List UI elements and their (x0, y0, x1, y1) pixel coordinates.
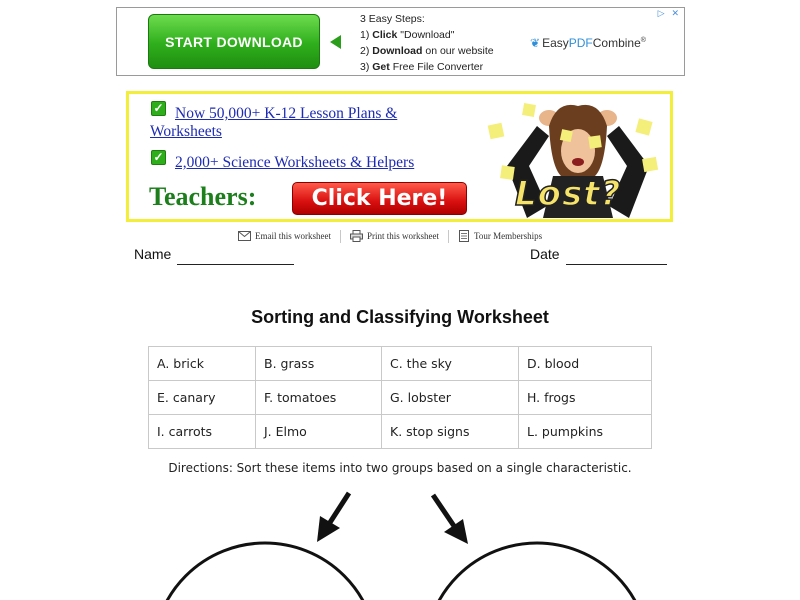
date-label: Date (530, 246, 560, 262)
checkmark-icon: ✓ (151, 101, 166, 116)
download-ad-banner[interactable] (116, 7, 685, 76)
date-blank-line[interactable] (566, 248, 667, 265)
table-cell: F. tomatoes (256, 381, 382, 415)
table-cell: L. pumpkins (519, 415, 652, 449)
click-here-button[interactable]: Click Here! (292, 182, 467, 215)
table-cell: A. brick (149, 347, 256, 381)
ad-choices-close-icon[interactable]: ▷ ✕ (657, 9, 681, 19)
step-3: 3) Get Free File Converter (360, 61, 484, 73)
name-blank-line[interactable] (177, 248, 294, 265)
right-sorting-circle[interactable] (425, 543, 649, 600)
table-row (149, 347, 652, 381)
date-field-row (530, 246, 667, 265)
leaf-icon: ❦ (530, 36, 541, 50)
teachers-label: Teachers: (149, 182, 257, 211)
table-cell: E. canary (149, 381, 256, 415)
table-cell: G. lobster (382, 381, 519, 415)
table-cell: I. carrots (149, 415, 256, 449)
sorting-diagram (0, 480, 800, 600)
table-cell: J. Elmo (256, 415, 382, 449)
items-table (148, 346, 652, 449)
document-icon (458, 230, 470, 242)
table-row (149, 381, 652, 415)
directions-text: Directions: Sort these items into two groups based on a single characteristic. (168, 461, 632, 475)
table-cell: B. grass (256, 347, 382, 381)
print-worksheet-link[interactable]: Print this worksheet (341, 230, 448, 242)
lesson-plans-link[interactable]: Now 50,000+ K-12 Lesson Plans & (175, 105, 398, 122)
worksheets-link[interactable]: Worksheets (150, 123, 222, 140)
start-download-button[interactable]: START DOWNLOAD (148, 14, 320, 69)
left-sorting-circle[interactable] (153, 543, 377, 600)
name-label: Name (134, 246, 172, 262)
logo-text: EasyPDFCombine® (542, 36, 646, 50)
tour-memberships-link[interactable]: Tour Memberships (449, 230, 551, 242)
table-cell: K. stop signs (382, 415, 519, 449)
table-cell: H. frogs (519, 381, 652, 415)
printer-icon (350, 230, 363, 242)
science-worksheets-link[interactable]: 2,000+ Science Worksheets & Helpers (175, 154, 415, 171)
worksheet-toolbar (229, 229, 551, 243)
left-arrow-icon (317, 493, 349, 542)
worksheet-title: Sorting and Classifying Worksheet (251, 307, 549, 327)
table-cell: D. blood (519, 347, 652, 381)
teacher-ad-banner[interactable] (126, 91, 673, 222)
download-steps (360, 11, 494, 75)
envelope-icon (238, 231, 251, 241)
easypdfcombine-logo (530, 36, 646, 50)
steps-title: 3 Easy Steps: (360, 13, 425, 25)
table-cell: C. the sky (382, 347, 519, 381)
step-1: 1) Click "Download" (360, 29, 455, 41)
lost-text: Lost? (515, 174, 622, 214)
step-2: 2) Download on our website (360, 45, 494, 57)
email-worksheet-link[interactable]: Email this worksheet (229, 231, 340, 241)
table-row (149, 415, 652, 449)
play-arrow-icon (330, 35, 341, 49)
checkmark-icon: ✓ (151, 150, 166, 165)
name-field-row (134, 246, 294, 265)
right-arrow-icon (433, 495, 468, 544)
